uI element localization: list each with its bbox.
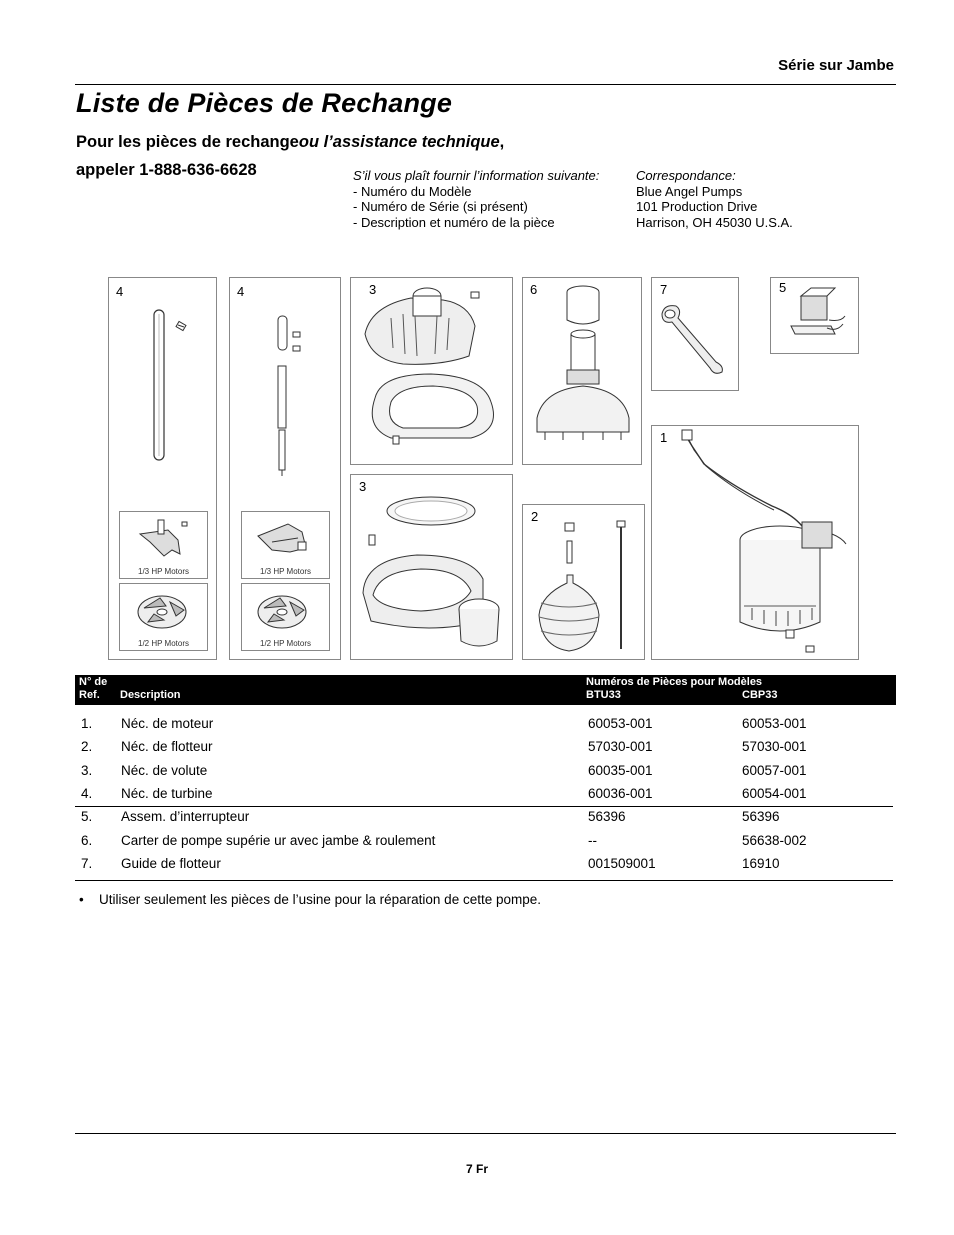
row-btu33: --	[588, 833, 597, 848]
row-btu33: 56396	[588, 809, 626, 824]
table-bottom-rule	[75, 880, 893, 881]
row-ref: 5.	[81, 809, 93, 824]
row-ref: 4.	[81, 786, 93, 801]
impeller-third-hp-box	[119, 511, 208, 579]
impeller-caption: 1/2 HP Motors	[138, 639, 189, 648]
page-number: 7 Fr	[465, 1162, 488, 1176]
row-cbp33: 57030-001	[742, 739, 807, 754]
table-row	[75, 716, 896, 739]
impeller-caption: 1/3 HP Motors	[260, 567, 311, 576]
header-models-title: Numéros de Pièces pour Modèles	[586, 676, 763, 688]
part-label: 5	[779, 280, 787, 295]
row-btu33: 60053-001	[588, 716, 653, 731]
part-box-motor	[651, 425, 859, 660]
part-box-shaft-b	[229, 277, 341, 660]
part-box-float	[522, 504, 645, 660]
row-description: Néc. de flotteur	[121, 739, 213, 754]
correspondence-line: 101 Production Drive	[636, 199, 758, 215]
contact-line-1	[76, 133, 504, 152]
row-cbp33: 56396	[742, 809, 780, 824]
correspondence-block	[636, 168, 793, 230]
info-item: - Numéro de Série (si présent)	[353, 199, 528, 215]
correspondence-label: Correspondance:	[636, 168, 736, 183]
impeller-half-hp-drawing	[120, 584, 207, 640]
impeller-caption: 1/3 HP Motors	[138, 567, 189, 576]
impeller-half-hp-box	[241, 583, 330, 651]
part-label: 1	[660, 430, 668, 445]
table-row	[75, 833, 896, 856]
switch-drawing	[771, 278, 858, 353]
contact-comma: ,	[499, 133, 505, 151]
header-model-btu33: BTU33	[586, 689, 621, 701]
impeller-third-hp-drawing	[242, 512, 329, 568]
series-title: Série sur Jambe	[778, 57, 894, 74]
info-item: - Description et numéro de la pièce	[353, 214, 555, 230]
impeller-half-hp-drawing	[242, 584, 329, 640]
row-cbp33: 56638-002	[742, 833, 807, 848]
row-description: Néc. de moteur	[121, 716, 214, 731]
header-rule	[75, 84, 896, 85]
part-box-housing	[522, 277, 642, 465]
row-cbp33: 60053-001	[742, 716, 807, 731]
volute-drawing	[351, 278, 512, 464]
info-intro: S’il vous plaît fournir l’information suivante:	[353, 168, 600, 183]
row-description: Assem. d’interrupteur	[121, 809, 250, 824]
contact-phone: appeler 1-888-636-6628	[76, 161, 257, 179]
part-box-volute-bottom	[350, 474, 513, 660]
row-ref: 7.	[81, 856, 93, 871]
part-box-shaft-a	[108, 277, 217, 660]
impeller-caption: 1/2 HP Motors	[260, 639, 311, 648]
row-ref: 6.	[81, 833, 93, 848]
float-guide-drawing	[652, 278, 738, 390]
row-cbp33: 60057-001	[742, 763, 807, 778]
table-divider	[75, 806, 893, 807]
table-row	[75, 856, 896, 879]
header-description: Description	[120, 689, 181, 701]
row-btu33: 60036-001	[588, 786, 653, 801]
row-description: Néc. de turbine	[121, 786, 213, 801]
contact-bold-text: Pour les pièces de rechange	[76, 133, 299, 151]
shaft-assembly-drawing	[230, 278, 340, 508]
row-btu33: 60035-001	[588, 763, 653, 778]
table-row	[75, 763, 896, 786]
row-cbp33: 16910	[742, 856, 780, 871]
row-btu33: 001509001	[588, 856, 656, 871]
footnote	[79, 892, 541, 907]
impeller-half-hp-box	[119, 583, 208, 651]
part-label: 4	[116, 284, 124, 299]
header-model-cbp33: CBP33	[742, 689, 778, 701]
part-box-switch	[770, 277, 859, 354]
shaft-drawing	[109, 278, 216, 508]
table-row	[75, 809, 896, 832]
footer-rule	[75, 1133, 896, 1134]
part-label: 2	[531, 509, 539, 524]
motor-drawing	[652, 426, 858, 659]
footnote-text: Utiliser seulement les pièces de l’usine pour la réparation de cette pompe.	[99, 892, 541, 907]
table-row	[75, 739, 896, 762]
row-btu33: 57030-001	[588, 739, 653, 754]
correspondence-line: Blue Angel Pumps	[636, 183, 743, 199]
row-description: Carter de pompe supérie ur avec jambe & roulement	[121, 833, 436, 848]
header-ref-line-1: N° de	[79, 676, 108, 688]
bullet-glyph: •	[79, 892, 84, 907]
row-ref: 1.	[81, 716, 93, 731]
part-box-volute-top	[350, 277, 513, 465]
contact-italic-text: ou l’assistance technique	[298, 133, 500, 151]
part-label: 3	[359, 479, 367, 494]
correspondence-line: Harrison, OH 45030 U.S.A.	[636, 214, 793, 230]
header-ref-line-2: Ref.	[79, 689, 100, 701]
part-label: 7	[660, 282, 668, 297]
row-description: Guide de flotteur	[121, 856, 221, 871]
impeller-third-hp-box	[241, 511, 330, 579]
part-label: 4	[237, 284, 245, 299]
part-box-float-guide	[651, 277, 739, 391]
info-item: - Numéro du Modèle	[353, 183, 472, 199]
row-cbp33: 60054-001	[742, 786, 807, 801]
housing-drawing	[523, 278, 641, 464]
page-title: Liste de Pièces de Rechange	[76, 88, 453, 118]
volute-base-drawing	[351, 475, 512, 659]
row-ref: 2.	[81, 739, 93, 754]
row-description: Néc. de volute	[121, 763, 208, 778]
parts-table-header	[75, 675, 896, 705]
part-label: 3	[369, 282, 377, 297]
info-block	[353, 168, 603, 230]
part-label: 6	[530, 282, 538, 297]
float-drawing	[523, 505, 644, 659]
row-ref: 3.	[81, 763, 93, 778]
impeller-third-hp-drawing	[120, 512, 207, 568]
